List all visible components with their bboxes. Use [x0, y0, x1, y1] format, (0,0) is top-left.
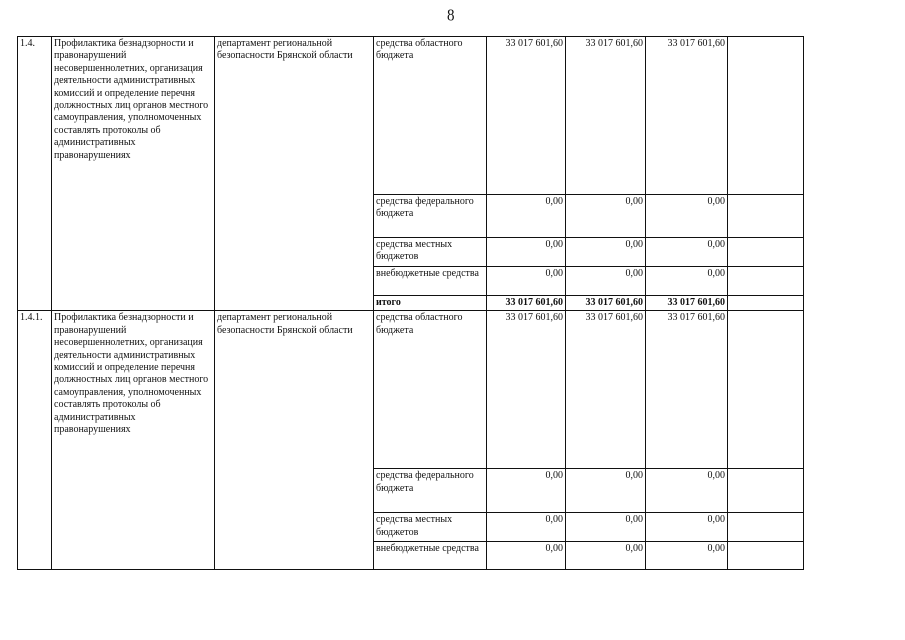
item-name: Профилактика безнадзорности и правонарушений несовершеннолетних, организация деятельности административных комиссий и определение перечня должностных лиц органов местного самоуправления, уполномоченных составлять протоколы об административных правонарушениях [52, 311, 215, 570]
amount-cell: 0,00 [487, 542, 566, 570]
amount-cell: 0,00 [487, 469, 566, 513]
empty-cell [728, 296, 804, 311]
item-number: 1.4. [18, 37, 52, 311]
total-amount: 33 017 601,60 [566, 296, 646, 311]
table-row [18, 311, 804, 469]
amount-cell: 33 017 601,60 [646, 37, 728, 195]
item-executor: департамент региональной безопасности Брянской области [215, 311, 374, 570]
empty-cell [728, 267, 804, 296]
page-number: 8 [447, 6, 455, 26]
source-label: внебюджетные средства [374, 267, 487, 296]
amount-cell: 0,00 [646, 469, 728, 513]
amount-cell: 0,00 [487, 267, 566, 296]
amount-cell: 0,00 [566, 195, 646, 238]
amount-cell: 33 017 601,60 [487, 311, 566, 469]
source-label: средства федерального бюджета [374, 469, 487, 513]
empty-cell [728, 195, 804, 238]
source-label: средства федерального бюджета [374, 195, 487, 238]
item-number: 1.4.1. [18, 311, 52, 570]
amount-cell: 0,00 [487, 238, 566, 267]
amount-cell: 0,00 [646, 238, 728, 267]
amount-cell: 0,00 [566, 238, 646, 267]
amount-cell: 0,00 [646, 542, 728, 570]
source-label: внебюджетные средства [374, 542, 487, 570]
total-label: итого [374, 296, 487, 311]
empty-cell [728, 238, 804, 267]
amount-cell: 0,00 [566, 513, 646, 542]
source-label: средства областного бюджета [374, 311, 487, 469]
source-label: средства областного бюджета [374, 37, 487, 195]
source-label: средства местных бюджетов [374, 513, 487, 542]
amount-cell: 33 017 601,60 [566, 311, 646, 469]
amount-cell: 0,00 [566, 542, 646, 570]
amount-cell: 0,00 [566, 267, 646, 296]
empty-cell [728, 37, 804, 195]
item-name: Профилактика безнадзорности и правонарушений несовершеннолетних, организация деятельности административных комиссий и определение перечня должностных лиц органов местного самоуправления, уполномоченных составлять протоколы об административных правонарушениях [52, 37, 215, 311]
amount-cell: 0,00 [566, 469, 646, 513]
amount-cell: 0,00 [646, 195, 728, 238]
budget-table [17, 36, 804, 570]
total-amount: 33 017 601,60 [646, 296, 728, 311]
amount-cell: 0,00 [487, 513, 566, 542]
amount-cell: 33 017 601,60 [646, 311, 728, 469]
empty-cell [728, 513, 804, 542]
empty-cell [728, 311, 804, 469]
amount-cell: 0,00 [646, 513, 728, 542]
amount-cell: 33 017 601,60 [566, 37, 646, 195]
empty-cell [728, 469, 804, 513]
amount-cell: 0,00 [646, 267, 728, 296]
source-label: средства местных бюджетов [374, 238, 487, 267]
total-amount: 33 017 601,60 [487, 296, 566, 311]
item-executor: департамент региональной безопасности Брянской области [215, 37, 374, 311]
table-row [18, 37, 804, 195]
amount-cell: 33 017 601,60 [487, 37, 566, 195]
amount-cell: 0,00 [487, 195, 566, 238]
empty-cell [728, 542, 804, 570]
